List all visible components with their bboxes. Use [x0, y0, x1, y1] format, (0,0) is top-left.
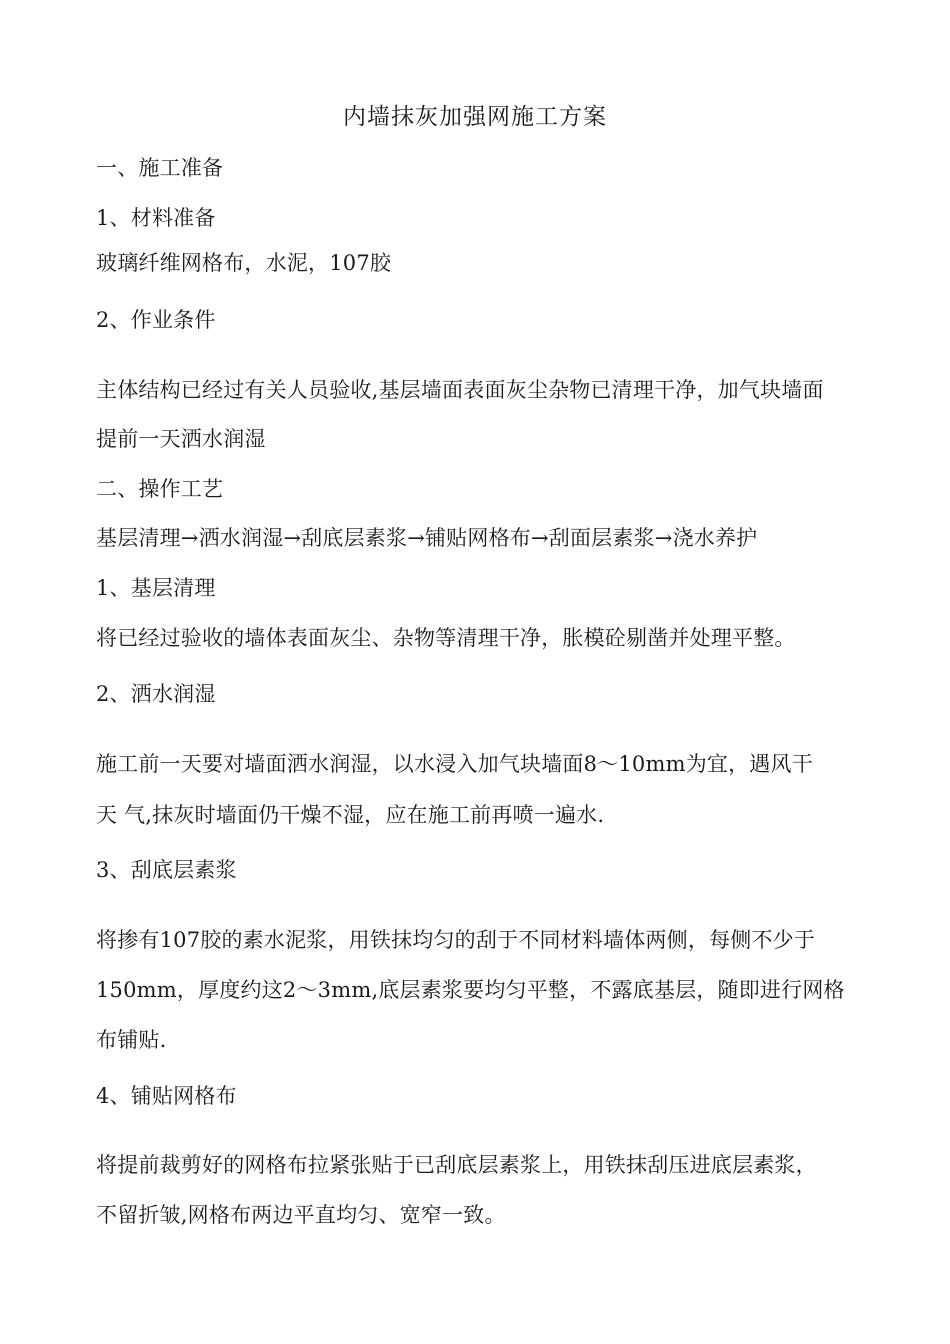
paragraph-line: 天 气,抹灰时墙面仍干燥不湿，应在施工前再喷一遍水.	[96, 803, 605, 827]
subheading-wetting: 2、洒水润湿	[96, 682, 216, 706]
paragraph-line: 将掺有107胶的素水泥浆，用铁抹均匀的刮于不同材料墙体两侧，每侧不少于	[96, 928, 816, 952]
paragraph-line: 150mm，厚度约这2～3mm,底层素浆要均匀平整，不露底基层，随即进行网格	[96, 978, 845, 1002]
paragraph-line: 主体结构已经过有关人员验收,基层墙面表面灰尘杂物已清理干净，加气块墙面	[96, 378, 824, 402]
subheading-base-cleaning: 1、基层清理	[96, 576, 216, 600]
subheading-mesh-laying: 4、铺贴网格布	[96, 1084, 237, 1108]
subheading-work-conditions: 2、作业条件	[96, 308, 216, 332]
paragraph-line: 提前一天洒水润湿	[96, 427, 266, 451]
document-title: 内墙抹灰加强网施工方案	[343, 104, 607, 130]
process-flow: 基层清理→洒水润湿→刮底层素浆→铺贴网格布→刮面层素浆→浇水养护	[96, 526, 758, 550]
paragraph-line: 将已经过验收的墙体表面灰尘、杂物等清理干净，胀模砼剔凿并处理平整。	[96, 626, 796, 650]
paragraph-line: 玻璃纤维网格布，水泥，107胶	[96, 251, 392, 275]
section-heading-preparation: 一、施工准备	[96, 156, 224, 180]
subheading-base-slurry: 3、刮底层素浆	[96, 858, 237, 882]
section-heading-process: 二、操作工艺	[96, 477, 224, 501]
paragraph-line: 施工前一天要对墙面洒水润湿，以水浸入加气块墙面8～10mm为宜，遇风干	[96, 752, 813, 776]
paragraph-line: 布铺贴.	[96, 1028, 167, 1052]
paragraph-line: 将提前裁剪好的网格布拉紧张贴于已刮底层素浆上，用铁抹刮压进底层素浆，	[96, 1153, 817, 1177]
paragraph-line: 不留折皱,网格布两边平直均匀、宽窄一致。	[96, 1203, 506, 1227]
subheading-materials: 1、材料准备	[96, 206, 216, 230]
